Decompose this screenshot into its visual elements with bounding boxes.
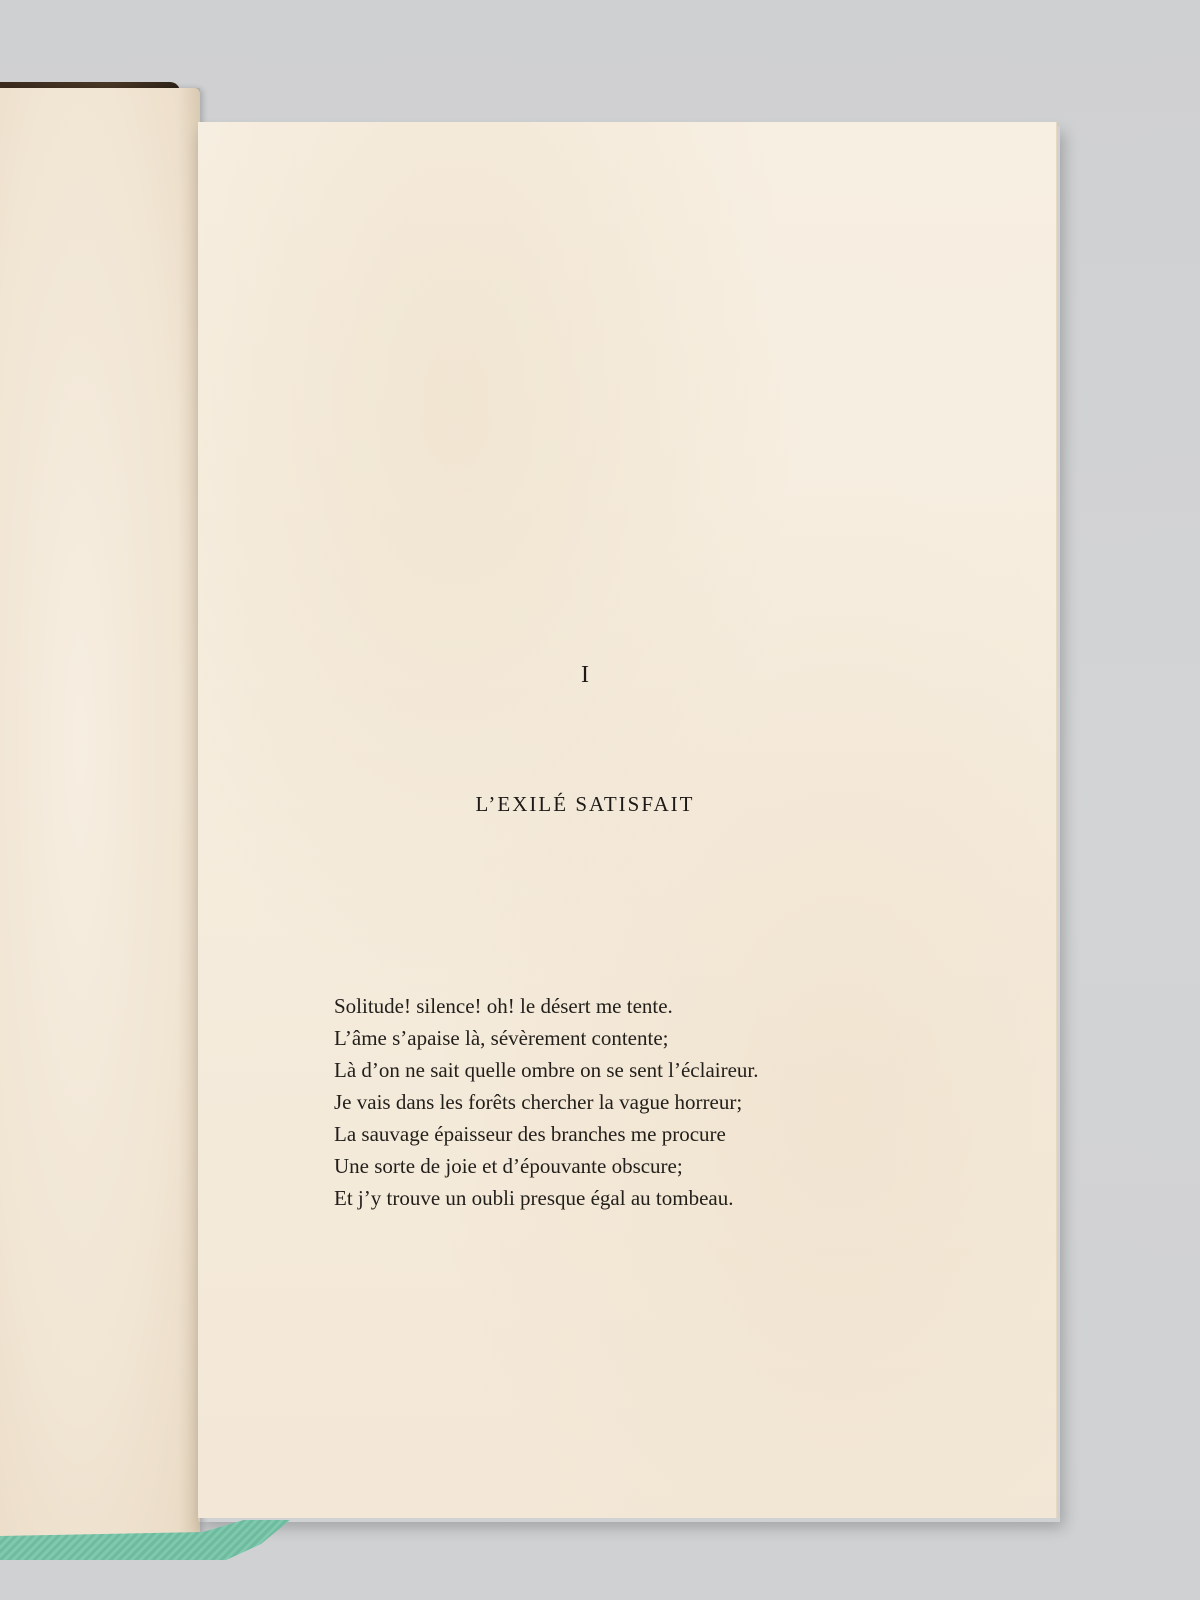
poem-line: Je vais dans les forêts chercher la vague horreur; bbox=[334, 1090, 743, 1114]
right-page bbox=[198, 122, 1057, 1518]
poem-stanza bbox=[334, 990, 759, 1214]
section-number: I bbox=[581, 662, 589, 688]
poem-line: Solitude! silence! oh! le désert me tente. bbox=[334, 994, 673, 1018]
left-page bbox=[0, 88, 200, 1540]
poem-line: L’âme s’apaise là, sévèrement contente; bbox=[334, 1026, 669, 1050]
poem-line: La sauvage épaisseur des branches me procure bbox=[334, 1122, 726, 1146]
poem-line: Et j’y trouve un oubli presque égal au tombeau. bbox=[334, 1186, 734, 1210]
poem-title: L’EXILÉ SATISFAIT bbox=[475, 792, 695, 816]
poem-line: Une sorte de joie et d’épouvante obscure; bbox=[334, 1154, 683, 1178]
poem-line: Là d’on ne sait quelle ombre on se sent l’éclaireur. bbox=[334, 1058, 759, 1082]
